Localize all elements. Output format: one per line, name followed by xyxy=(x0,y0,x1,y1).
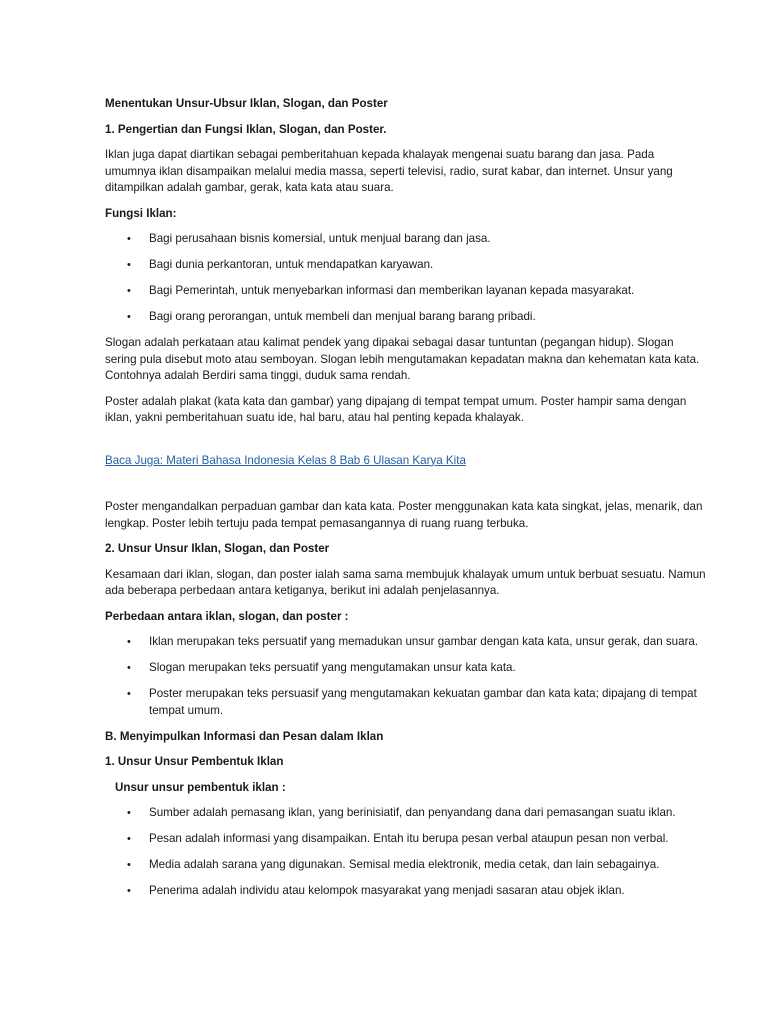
unsur-list xyxy=(105,805,708,900)
list-item: • Media adalah sarana yang digunakan. Semisal media elektronik, media cetak, dan lain sebagainya. xyxy=(105,857,708,874)
slogan-paragraph: Slogan adalah perkataan atau kalimat pendek yang dipakai sebagai dasar tuntuntan (pegangan hidup). Slogan sering pula disebut moto atau semboyan. Slogan lebih mengutamakan kepadatan makna dan kehematan kata kata. Contohnya adalah Berdiri sama tinggi, duduk sama rendah. xyxy=(105,336,700,382)
fungsi-iklan-heading: Fungsi Iklan: xyxy=(105,206,177,220)
list-item: • Bagi perusahaan bisnis komersial, untuk menjual barang dan jasa. xyxy=(105,231,708,248)
list-item: • Poster merupakan teks persuasif yang mengutamakan kekuatan gambar dan kata kata; dipajang di tempat tempat umum. xyxy=(127,687,697,717)
baca-juga-wrapper xyxy=(105,453,708,470)
section2-heading: 2. Unsur Unsur Iklan, Slogan, dan Poster xyxy=(105,542,330,555)
sectionB-subheading: 1. Unsur Unsur Pembentuk Iklan xyxy=(105,755,284,768)
perbedaan-heading: Perbedaan antara iklan, slogan, dan poster : xyxy=(105,609,349,623)
unsur-heading: Unsur unsur pembentuk iklan : xyxy=(115,780,286,794)
bullet-icon: • xyxy=(127,662,131,674)
iklan-definition-paragraph: Iklan juga dapat diartikan sebagai pemberitahuan kepada khalayak mengenai suatu barang dan jasa. Pada umumnya iklan disampaikan melalui media massa, seperti televisi, radio, surat kabar, dan internet. Unsur yang ditampilkan adalah gambar, gerak, kata kata atau suara. xyxy=(105,148,673,194)
list-item: • Penerima adalah individu atau kelompok masyarakat yang menjadi sasaran atau objek iklan. xyxy=(105,883,708,900)
list-item: • Slogan merupakan teks persuatif yang mengutamakan unsur kata kata. xyxy=(105,660,708,677)
bullet-icon: • xyxy=(127,311,131,323)
bullet-icon: • xyxy=(127,833,131,845)
perbedaan-list xyxy=(105,634,708,719)
sectionB-heading: B. Menyimpulkan Informasi dan Pesan dalam Iklan xyxy=(105,729,384,743)
bullet-icon: • xyxy=(127,688,131,700)
bullet-icon: • xyxy=(127,859,131,871)
document-title: Menentukan Unsur-Ubsur Iklan, Slogan, dan Poster xyxy=(105,97,388,110)
poster-paragraph: Poster adalah plakat (kata kata dan gambar) yang dipajang di tempat tempat umum. Poster hampir sama dengan iklan, yakni pemberitahuan suatu ide, hal baru, atau hal penting kepada khalayak. xyxy=(105,394,687,424)
list-item: • Bagi orang perorangan, untuk membeli dan menjual barang barang pribadi. xyxy=(105,309,708,326)
bullet-icon: • xyxy=(127,233,131,245)
section1-heading: 1. Pengertian dan Fungsi Iklan, Slogan, dan Poster. xyxy=(105,122,387,136)
bullet-icon: • xyxy=(127,636,131,648)
fungsi-iklan-list xyxy=(105,231,708,326)
bullet-icon: • xyxy=(127,285,131,297)
list-item: • Pesan adalah informasi yang disampaikan. Entah itu berupa pesan verbal ataupun pesan non verbal. xyxy=(105,831,708,848)
list-item: • Bagi dunia perkantoran, untuk mendapatkan karyawan. xyxy=(105,257,708,274)
list-item: • Sumber adalah pemasang iklan, yang berinisiatif, dan penyandang dana dari pemasangan suatu iklan. xyxy=(105,805,708,822)
list-item: • Bagi Pemerintah, untuk menyebarkan informasi dan memberikan layanan kepada masyarakat. xyxy=(105,283,708,300)
poster-paragraph-2: Poster mengandalkan perpaduan gambar dan kata kata. Poster menggunakan kata kata singkat, jelas, menarik, dan lengkap. Poster lebih tertuju pada tempat pemasangannya di ruang ruang terbuka. xyxy=(105,500,703,530)
baca-juga-link[interactable]: Baca Juga: Materi Bahasa Indonesia Kelas 8 Bab 6 Ulasan Karya Kita xyxy=(105,453,466,467)
bullet-icon: • xyxy=(127,807,131,819)
list-item: • Iklan merupakan teks persuatif yang memadukan unsur gambar dengan kata kata, unsur gerak, dan suara. xyxy=(105,634,708,651)
bullet-icon: • xyxy=(127,885,131,897)
bullet-icon: • xyxy=(127,259,131,271)
kesamaan-paragraph: Kesamaan dari iklan, slogan, dan poster ialah sama sama membujuk khalayak umum untuk berbuat sesuatu. Namun ada beberapa perbedaan antara ketiganya, berikut ini adalah penjelasannya. xyxy=(105,567,706,597)
